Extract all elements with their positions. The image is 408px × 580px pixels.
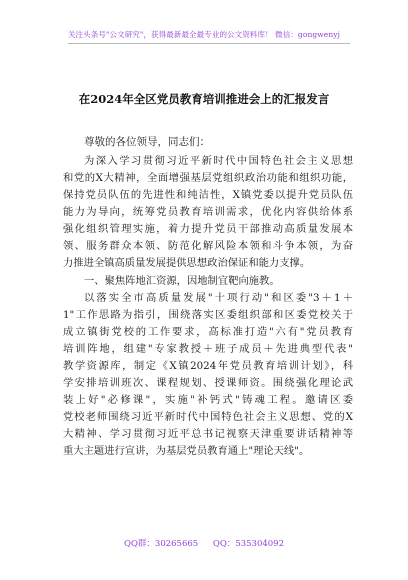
footer-qq: QQ：535304092: [212, 539, 284, 549]
body-line: 强化组织管理实施，着力提升党员干部推动高质量发展本: [63, 223, 353, 235]
body-line: 和党的X大精神，全面增强基层党组织政治功能和组织功能，: [63, 172, 353, 184]
body-line: 成立镇街党校的工作要求，高标准打造"六有"党员教育: [63, 326, 353, 338]
document-title: 在2024年全区党员教育培训推进会上的汇报发言: [78, 92, 330, 106]
body-line: 党校老师围绕习近平新时代中国特色社会主义思想、党的X: [63, 411, 353, 423]
body-line: 培训阵地，组建"专家教授＋班子成员＋先进典型代表": [63, 343, 353, 355]
body-line: 以落实全市高质量发展"十项行动"和区委"3＋1＋: [84, 292, 353, 304]
body-line: 学安排培训班次、课程规划、授课师资。围绕强化理论武: [63, 377, 353, 389]
header-divider: [68, 43, 350, 44]
body-line: 装上好"必修课"，实施"补钙式"铸魂工程。邀请区委: [63, 394, 353, 406]
body-line: 为深入学习贯彻习近平新时代中国特色社会主义思想: [84, 155, 353, 167]
footer-contact: [0, 537, 408, 549]
body-line: 大精神、学习贯彻习近平总书记视察天津重要讲话精神等: [63, 428, 353, 440]
body-line: 保持党员队伍的先进性和纯洁性，X镇党委以提升党员队伍: [63, 189, 353, 201]
body-line: 1"工作思路为指引，围绕落实区委组织部和区委党校关于: [63, 309, 353, 321]
header-notice: 关注头条号"公文研究"，获得最新最全最专业的公文资料库！ 微信：gongwenyj: [67, 30, 341, 39]
footer-qq-group: QQ群：30265665: [123, 539, 199, 549]
body-line: 力推进全镇高质量发展提供思想政治保证和能力支撑。: [63, 257, 311, 269]
body-line: 领、服务群众本领、防范化解风险本领和斗争本领，为奋: [63, 240, 353, 252]
body-line: 重大主题进行宣讲，为基层党员教育通上"理论天线"。: [63, 445, 310, 457]
section-heading: 一、聚焦阵地汇资源，因地制宜靶向施教。: [84, 275, 280, 287]
body-line: 教学资源库，制定《X镇2024年党员教育培训计划》，科: [63, 360, 353, 372]
salutation: 尊敬的各位领导，同志们：: [84, 136, 210, 148]
body-line: 能力为导向，统筹党员教育培训需求，优化内容供给体系: [63, 206, 353, 218]
